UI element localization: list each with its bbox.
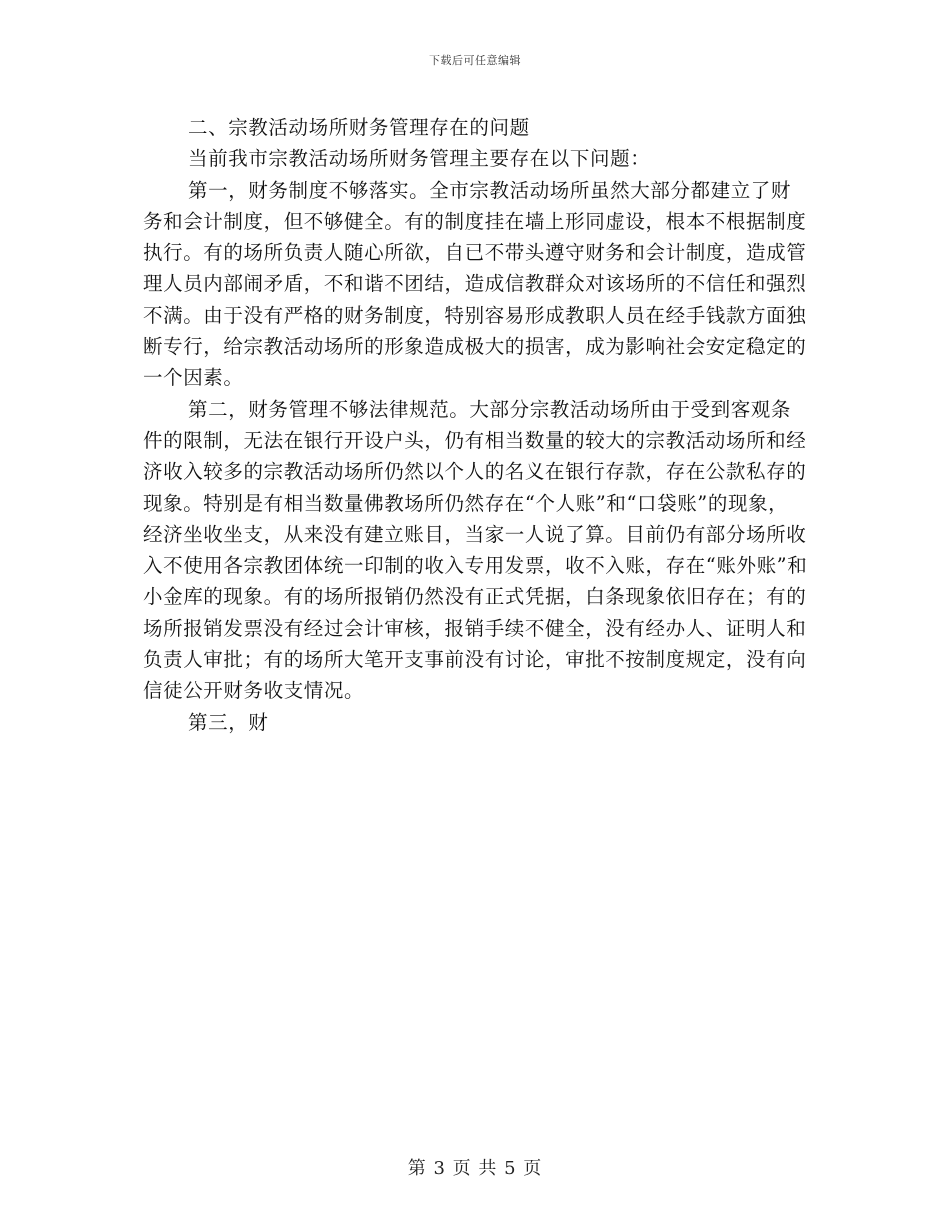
document-body [143,112,808,738]
paragraph-third-issue: 第三，财 [188,710,269,734]
intro-paragraph: 当前我市宗教活动场所财务管理主要存在以下问题： [188,147,651,171]
paragraph-second-issue: 第二，财务管理不够法律规范。大部分宗教活动场所由于受到客观条件的限制，无法在银行开设户头，仍有相当数量的较大的宗教活动场所和经济收入较多的宗教活动场所仍然以个人的名义在银行存款，存在公款私存的现象。特别是有相当数量佛教场所仍然存在“个人账”和“口袋账”的现象，经济坐收坐支，从来没有建立账目，当家一人说了算。目前仍有部分场所收入不使用各宗教团体统一印制的收入专用发票，收不入账，存在“账外账”和小金库的现象。有的场所报销仍然没有正式凭据，白条现象依旧存在；有的场所报销发票没有经过会计审核，报销手续不健全，没有经办人、证明人和负责人审批；有的场所大笔开支事前没有讨论，审批不按制度规定，没有向信徒公开财务收支情况。 [143,397,808,703]
paragraph-first-issue: 第一，财务制度不够落实。全市宗教活动场所虽然大部分都建立了财务和会计制度，但不够健全。有的制度挂在墙上形同虚设，根本不根据制度执行。有的场所负责人随心所欲，自已不带头遵守财务和会计制度，造成管理人员内部闹矛盾，不和谐不团结，造成信教群众对该场所的不信任和强烈不满。由于没有严格的财务制度，特别容易形成教职人员在经手钱款方面独断专行，给宗教活动场所的形象造成极大的损害，成为影响社会安定稳定的一个因素。 [143,178,807,390]
page-number-footer: 第 3 页 共 5 页 [407,1158,543,1179]
section-heading: 二、宗教活动场所财务管理存在的问题 [188,116,530,139]
page-header-note: 下载后可任意编辑 [429,54,521,67]
